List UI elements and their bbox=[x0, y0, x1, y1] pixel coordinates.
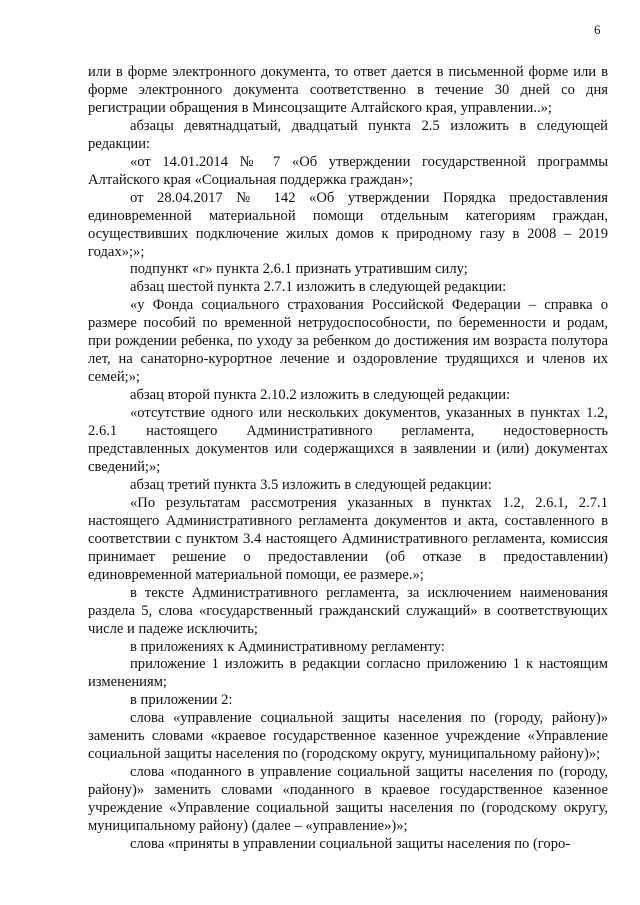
document-body bbox=[88, 64, 608, 854]
paragraph: абзац третий пункта 3.5 изложить в следующей редакции: bbox=[130, 476, 492, 493]
paragraph: «у Фонда социального страхования Российской Федерации – справка о размере пособий по временной нетрудоспособности, по беременности и родам, при рождении ребенка, по уходу за ребенком до достижения им возраста полутора лет, на санаторно-курортное лечение и оздоровление трудящихся и членов их семей;»; bbox=[88, 297, 608, 386]
paragraph: абзац второй пункта 2.10.2 изложить в следующей редакции: bbox=[130, 387, 511, 404]
paragraph: абзац шестой пункта 2.7.1 изложить в следующей редакции: bbox=[130, 279, 507, 296]
paragraph: слова «приняты в управлении социальной защиты населения по (горо- bbox=[130, 835, 571, 852]
paragraph: подпункт «г» пункта 2.6.1 признать утратившим силу; bbox=[130, 261, 468, 278]
paragraph: в тексте Административного регламента, за исключением наименования раздела 5, слова «государственный гражданский служащий» в соответствующих числе и падеже исключить; bbox=[88, 584, 608, 637]
paragraph: в приложении 2: bbox=[130, 692, 233, 709]
paragraph: от 28.04.2017 № 142 «Об утверждении Порядка предоставления единовременной материальной помощи отдельным категориям граждан, осуществивших подключение жилых домов к природному газу в 2008 – 2019 годах»;»; bbox=[88, 189, 608, 260]
paragraph: слова «управление социальной защиты населения по (городу, району)» заменить словами «краевое государственное казенное учреждение «Управление социальной защиты населения по (городскому округу, муниципальному району)»; bbox=[88, 710, 608, 763]
paragraph: в приложениях к Административному регламенту: bbox=[130, 638, 445, 655]
paragraph: абзацы девятнадцатый, двадцатый пункта 2.5 изложить в следующей редакции: bbox=[88, 117, 608, 152]
paragraph: «отсутствие одного или нескольких документов, указанных в пунктах 1.2, 2.6.1 настоящего Административного регламента, недостоверность представленных документов или содержащихся в заявлении и (или) документах сведений;»; bbox=[88, 405, 608, 475]
page-number: 6 bbox=[594, 22, 601, 37]
paragraph: слова «поданного в управление социальной защиты населения по (городу, району)» заменить словами «поданного в краевое государственное казенное учреждение «Управление социальной защиты населения по (городскому округу, муниципальному району) (далее – «управление»)»; bbox=[88, 764, 608, 835]
paragraph: «от 14.01.2014 № 7 «Об утверждении государственной программы Алтайского края «Социальная поддержка граждан»; bbox=[88, 153, 608, 188]
paragraph: «По результатам рассмотрения указанных в пунктах 1.2, 2.6.1, 2.7.1 настоящего Административного регламента документов и акта, составленного в соответствии с пунктом 3.4 настоящего Административного регламента, комиссия принимает решение о предоставлении (об отказе в предоставлении) единовременной материальной помощи, ее размере.»; bbox=[88, 494, 608, 583]
paragraph: приложение 1 изложить в редакции согласно приложению 1 к настоящим изменениям; bbox=[88, 656, 608, 691]
paragraph: или в форме электронного документа, то ответ дается в письменной форме или в форме электронного документа соответственно в течение 30 дней со дня регистрации обращения в Минсоцзащите Алтайского края, управлении..»; bbox=[88, 64, 608, 116]
